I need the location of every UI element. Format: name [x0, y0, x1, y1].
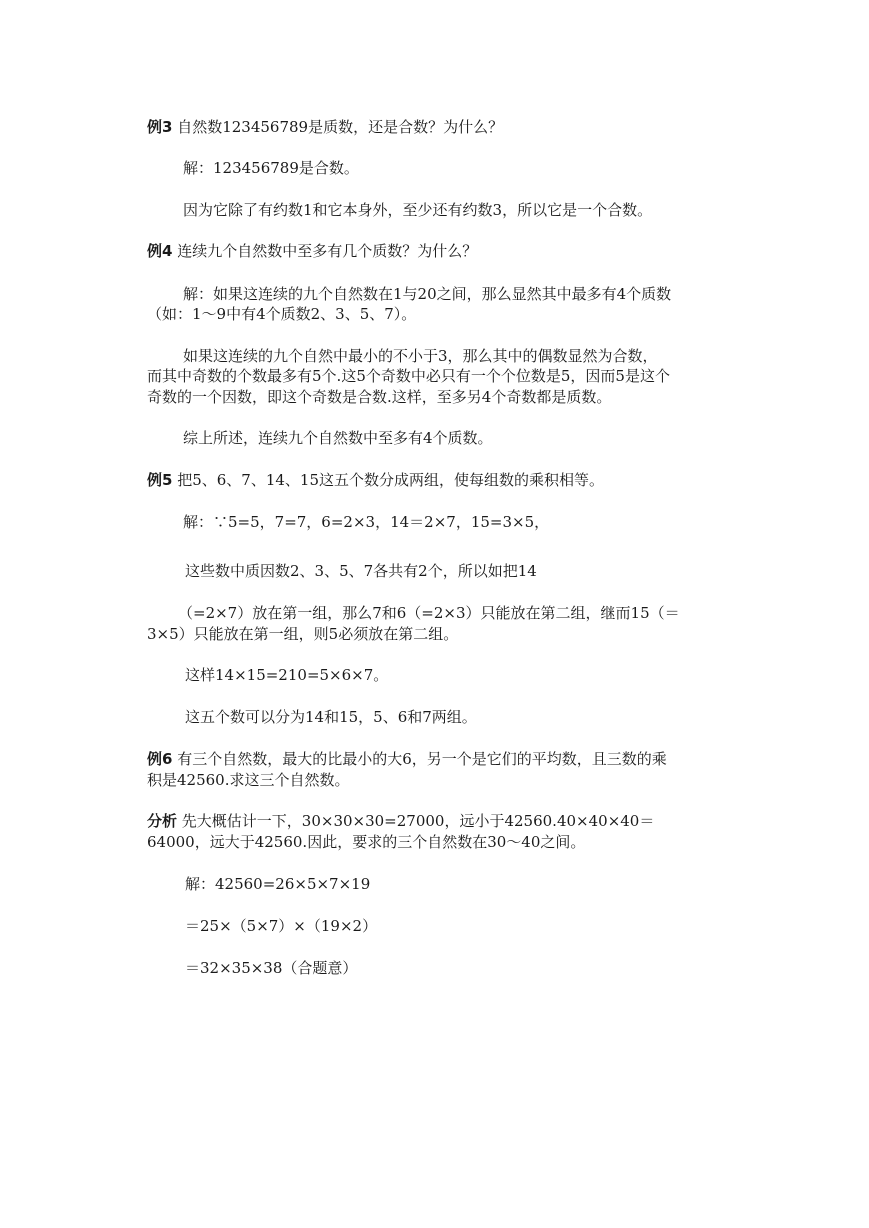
- example-4-solution-line-1: 解：如果这连续的九个自然数在1与20之间，那么显然其中最多有4个质数: [183, 285, 672, 303]
- example-5-paragraph-3: 这样14×15=210=5×6×7。: [185, 666, 389, 684]
- example-5-paragraph-1: 这些数中质因数2、3、5、7各共有2个，所以如把14: [185, 562, 537, 580]
- example-5-solution: 解：∵5=5，7=7，6=2×3，14＝2×7，15=3×5，: [183, 513, 550, 531]
- example-6-analysis-line-1: [147, 811, 654, 832]
- example-6-question-line-2: 积是42560.求这三个自然数。: [147, 771, 350, 789]
- analysis-text: 先大概估计一下，30×30×30=27000，远小于42560.40×40×40＝: [177, 812, 655, 830]
- example-3-reason: 因为它除了有约数1和它本身外，至少还有约数3，所以它是一个合数。: [183, 201, 653, 219]
- example-3-label: 例3: [147, 118, 173, 136]
- example-3-solution: 解：123456789是合数。: [183, 159, 359, 177]
- example-3-question-text: 自然数123456789是质数，还是合数？为什么？: [172, 118, 504, 136]
- example-4-question: [147, 241, 477, 262]
- analysis-label: 分析: [147, 812, 178, 830]
- example-6-step-2: ＝25×（5×7）×（19×2）: [185, 917, 378, 935]
- example-5-paragraph-2-line-1: （=2×7）放在第一组，那么7和6（=2×3）只能放在第二组，继而15（＝: [178, 604, 680, 622]
- example-4-paragraph-2-line-3: 奇数的一个因数，即这个奇数是合数.这样，至多另4个奇数都是质数。: [147, 388, 612, 406]
- example-3-question: [147, 117, 503, 138]
- example-4-question-text: 连续九个自然数中至多有几个质数？为什么？: [172, 242, 478, 260]
- example-6-question-line-1: [147, 749, 667, 770]
- example-4-paragraph-2-line-2: 而其中奇数的个数最多有5个.这5个奇数中必只有一个个位数是5，因而5是这个: [147, 367, 670, 385]
- example-6-label: 例6: [147, 750, 173, 768]
- example-5-question: [147, 470, 604, 491]
- example-4-solution-line-2: （如：1～9中有4个质数2、3、5、7）。: [147, 305, 417, 323]
- example-5-paragraph-2-line-2: 3×5）只能放在第一组，则5必须放在第二组。: [147, 625, 459, 643]
- example-5-question-text: 把5、6、7、14、15这五个数分成两组，使每组数的乘积相等。: [172, 471, 605, 489]
- example-5-paragraph-4: 这五个数可以分为14和15，5、6和7两组。: [185, 708, 477, 726]
- example-4-label: 例4: [147, 242, 173, 260]
- example-4-paragraph-2-line-1: 如果这连续的九个自然中最小的不小于3，那么其中的偶数显然为合数，: [183, 347, 658, 365]
- example-6-analysis-line-2: 64000，远大于42560.因此，要求的三个自然数在30～40之间。: [147, 833, 586, 851]
- example-6-step-1: 解：42560=26×5×7×19: [185, 875, 371, 893]
- example-5-label: 例5: [147, 471, 173, 489]
- example-6-question-text: 有三个自然数，最大的比最小的大6，另一个是它们的平均数，且三数的乘: [172, 750, 667, 768]
- example-6-step-3: ＝32×35×38（合题意）: [185, 959, 358, 977]
- example-4-conclusion: 综上所述，连续九个自然数中至多有4个质数。: [183, 429, 493, 447]
